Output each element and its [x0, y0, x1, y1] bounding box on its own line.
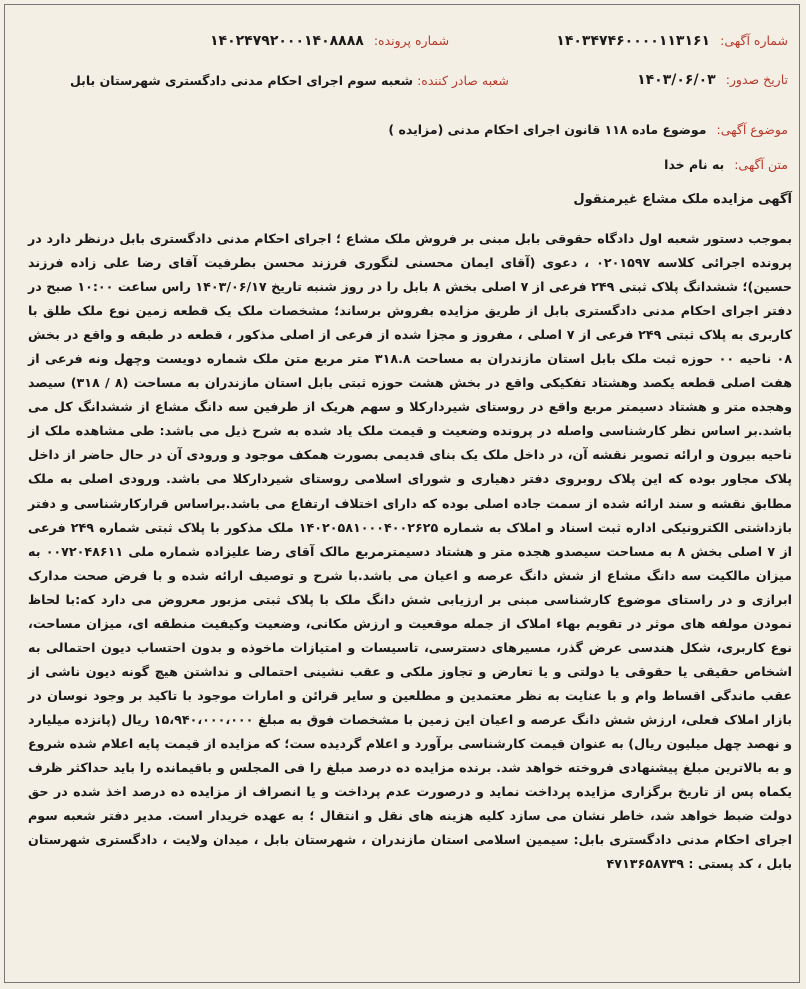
notice-text-value: به نام خدا [664, 157, 725, 172]
issuer [70, 73, 509, 88]
issue-date-value: ۱۴۰۳/۰۶/۰۳ [637, 72, 716, 88]
issue-date-label: تاریخ صدور: [725, 72, 788, 87]
subject-value: موضوع ماده ۱۱۸ قانون اجرای احکام مدنی (مزایده ) [388, 122, 707, 137]
issuer-label: شعبه صادر کننده: [417, 73, 509, 88]
issue-date [637, 72, 788, 88]
notice-body: بموجب دستور شعبه اول دادگاه حقوقی بابل مبنی بر فروش ملک مشاع ؛ اجرای احکام مدنی دادگستری بابل درنظر دارد در پرونده اجرائی کلاسه ۰۲۰۱۵۹۷ ، دعوی (آقای ایمان محسنی لنگوری فرزند محسن بطرفیت آقای رضا علی زاده فرزند حسین)؛ ششدانگ پلاک ثبتی ۲۴۹ فرعی از ۷ اصلی بخش ۸ بابل را در روز شنبه تاریخ ۱۴۰۳/۰۶/۱۷ راس ساعت ۱۰:۰۰ صبح در دفتر اجرای احکام مدنی دادگستری بابل از طریق مزایده بفروش برساند؛ مشخصات ملک یک قطعه زمین نوع ملک طلق با کاربری به پلاک ثبتی ۲۴۹ فرعی از ۷ اصلی ، مفروز و مجزا شده از فرعی از اصلی مذکور ، قطعه در طبقه و واقع در بخش ۰۸ ناحیه ۰۰ حوزه ثبت ملک بابل استان مازندران به مساحت ۳۱۸.۸ متر مربع متن ملک شماره دویست وچهل ونه فرعی از هفت اصلی قطعه یکصد وهشتاد تفکیکی واقع در بخش هشت حوزه ثبتی بابل استان مازندران به مساحت (۸ / ۳۱۸) سیصد وهجده متر و هشتاد دسیمتر مربع واقع در روستای شیردارکلا و سهم هریک از طرفین سه دانگ مشاع از ششدانگ کل می باشد.بر اساس نظر کارشناسی واصله در پرونده وضعیت و قیمت ملک یاد شده به شرح ذیل می باشد: طی مشاهده ملک از ناحیه بیرون و ارائه تصویر نقشه آن، در داخل ملک یک بنای قدیمی بصورت همکف موجود و ورودی آن در حال حاضر از داخل پلاک مجاور بوده که این پلاک روبروی دفتر دهیاری و شورای اسلامی روستای شیردارکلا می باشد. ورودی اصلی به ملک مطابق نقشه و سند ارائه شده از سمت جاده اصلی بوده که دارای اختلاف ارتفاع می باشد.براساس قرارکارشناسی و دفتر بازداشتی الکترونیکی اداره ثبت اسناد و املاک به شماره ۱۴۰۲۰۵۸۱۰۰۰۴۰۰۲۶۲۵ ملک مذکور با پلاک ثبتی شماره ۲۴۹ فرعی از ۷ اصلی بخش ۸ به مساحت سیصدو هجده متر و هشتاد دسیمترمربع مالک آقای رضا علیزاده شماره ملی ۰۰۷۲۰۴۸۶۱۱ به میزان مالکیت سه دانگ مشاع از شش دانگ عرصه و اعیان می باشد.با شرح و توصیف ارائه شده و با فرض صحت مدارک ابرازی و در راستای موضوع کارشناسی مبنی بر ارزیابی شش دانگ ملک با پلاک ثبتی مزبور معروض می دارد که:با لحاظ نمودن مولفه های موثر در تقویم بهاء املاک از جمله موقعیت و ارزش مکانی، وضعیت وکیفیت منطقه ای، میزان مساحت، نوع کاربری، شکل هندسی عرض گذر، مسیرهای دسترسی، تاسیسات و امتیازات ماخوذه و بدون احتساب دیون احتمالی به اشخاص حقیقی یا حقوقی یا دولتی و یا تعارض و تجاوز ملکی و عقب نشینی احتمالی و نداشتن هیچ گونه دیون ناشی از عقب ماندگی اقساط وام و با عنایت به نظر معتمدین و مطلعین و سایر قرائن و امارات موجود با تاکید بر وجود نوسان در بازار املاک فعلی، ارزش شش دانگ عرصه و اعیان این زمین با مشخصات فوق به مبلغ ۱۵،۹۴۰،۰۰۰،۰۰۰ ریال (پانزده میلیارد و نهصد چهل میلیون ریال) به عنوان قیمت کارشناسی برآورد و اعلام گردیده ست؛ که مزایده از قیمت پایه اعلام شده شروع و به بالاترین مبلغ پیشنهادی فروخته خواهد شد. برنده مزایده ده درصد مبلغ را فی المجلس و باقیمانده را باید حداکثر ظرف یکماه پس از تاریخ برگزاری مزایده پرداخت نماید و درصورت عدم پرداخت و یا انصراف از مزایده ده درصد اخذ شده در حق دولت ضبط خواهد شد، خاطر نشان می سازد کلیه هزینه های نقل و انتقال ؛ به عهده خریدار است. مدیر دفتر شعبه سوم اجرای احکام مدنی دادگستری بابل: سیمین اسلامی استان مازندران ، شهرستان بابل ، میدان ولایت ، دادگستری شهرستان بابل ، کد پستی : ۴۷۱۳۶۵۸۷۳۹ [28, 231, 793, 872]
notice-text-label: متن آگهی: [734, 157, 788, 172]
notice-number-label: شماره آگهی: [720, 33, 788, 48]
file-number-value: ۱۴۰۲۴۷۹۲۰۰۰۱۴۰۸۸۸۸ [210, 33, 364, 49]
subject-label: موضوع آگهی: [716, 122, 788, 137]
notice-number-value: ۱۴۰۳۴۷۴۶۰۰۰۰۱۱۳۱۶۱ [556, 33, 711, 49]
issuer-value: شعبه سوم اجرای احکام مدنی دادگستری شهرستان بابل [70, 73, 414, 88]
notice-number [556, 33, 788, 49]
notice-text [664, 157, 788, 172]
notice-heading: آگهی مزایده ملک مشاع غیرمنقول [573, 192, 792, 207]
subject [388, 122, 788, 137]
file-number-label: شماره پرونده: [373, 33, 450, 48]
file-number [210, 33, 449, 49]
